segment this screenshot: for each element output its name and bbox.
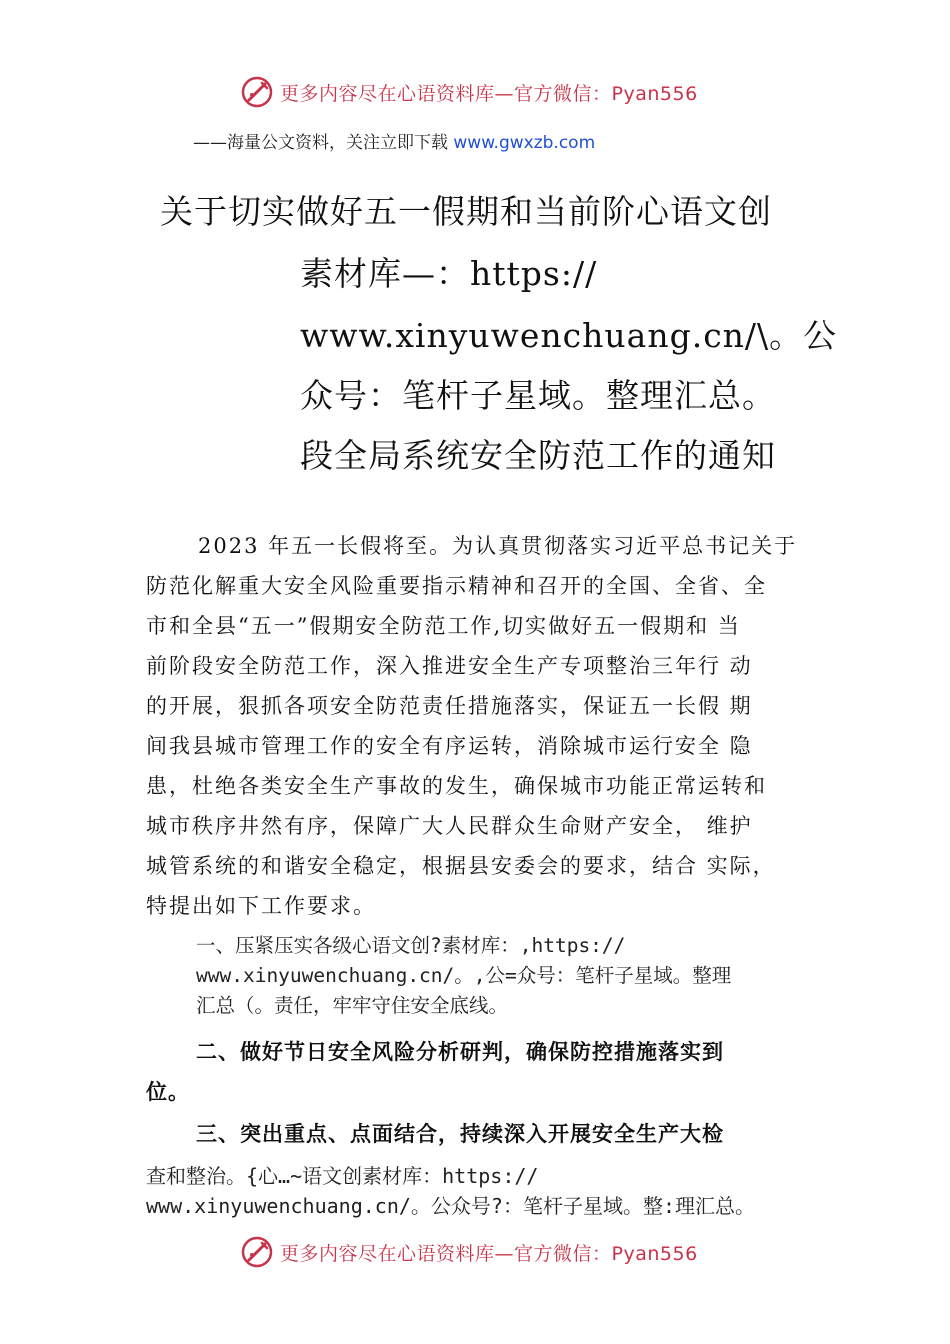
footer-banner — [240, 1232, 698, 1272]
body-line: 防范化解重大安全风险重要指示精神和召开的全国、全省、全 — [146, 574, 767, 598]
download-link[interactable]: www.gwxzb.com — [453, 133, 596, 153]
section1-line: 一、压紧压实各级心语文创?素材库：,https:// — [196, 934, 626, 957]
body-line: 前阶段安全防范工作，深入推进安全生产专项整治三年行 动 — [146, 654, 753, 678]
pen-logo-icon — [240, 75, 274, 109]
section3-line: 查和整治。{心…~语文创素材库：https:// — [146, 1164, 539, 1188]
body-line: 2023 年五一长假将至。为认真贯彻落实习近平总书记关于 — [198, 534, 798, 558]
subheader-text: ——海量公文资料，关注立即下载 — [193, 133, 454, 153]
title-line-2: 素材库—：https:// — [300, 254, 598, 293]
section2-heading-cont: 位。 — [146, 1080, 190, 1104]
section1-line: 汇总（。责任，牢牢守住安全底线。 — [196, 994, 509, 1017]
section2-heading: 二、做好节日安全风险分析研判，确保防控措施落实到 — [196, 1040, 724, 1064]
body-line: 城市秩序井然有序，保障广大人民群众生命财产安全， 维护 — [146, 814, 753, 838]
header-banner — [240, 72, 698, 112]
body-line: 间我县城市管理工作的安全有序运转，消除城市运行安全 隐 — [146, 734, 753, 758]
body-line: 特提出如下工作要求。 — [146, 894, 376, 918]
title-line-4: 众号：笔杆子星域。整理汇总。 — [300, 376, 776, 415]
body-line: 市和全县“五一”假期安全防范工作,切实做好五一假期和 当 — [146, 614, 741, 638]
pen-logo-icon — [240, 1235, 274, 1269]
body-line: 城管系统的和谐安全稳定，根据县安委会的要求，结合 实际， — [146, 854, 776, 878]
section3-heading: 三、突出重点、点面结合，持续深入开展安全生产大检 — [196, 1122, 724, 1146]
section3-line: www.xinyuwenchuang.cn/。公众号?：笔杆子星域。整:理汇总。 — [146, 1194, 755, 1218]
title-line-5: 段全局系统安全防范工作的通知 — [300, 436, 776, 475]
body-line: 的开展，狠抓各项安全防范责任措施落实，保证五一长假 期 — [146, 694, 753, 718]
title-line-3: www.xinyuwenchuang.cn/\。公 — [300, 316, 838, 355]
subheader — [193, 128, 595, 153]
header-banner-text: 更多内容尽在心语资料库—官方微信：Pyan556 — [280, 82, 698, 105]
section1-line: www.xinyuwenchuang.cn/。,公=众号：笔杆子星域。整理 — [196, 964, 732, 987]
footer-banner-text: 更多内容尽在心语资料库—官方微信：Pyan556 — [280, 1242, 698, 1265]
title-line-1: 关于切实做好五一假期和当前阶心语文创 — [160, 192, 772, 231]
body-line: 患，杜绝各类安全生产事故的发生，确保城市功能正常运转和 — [146, 774, 767, 798]
